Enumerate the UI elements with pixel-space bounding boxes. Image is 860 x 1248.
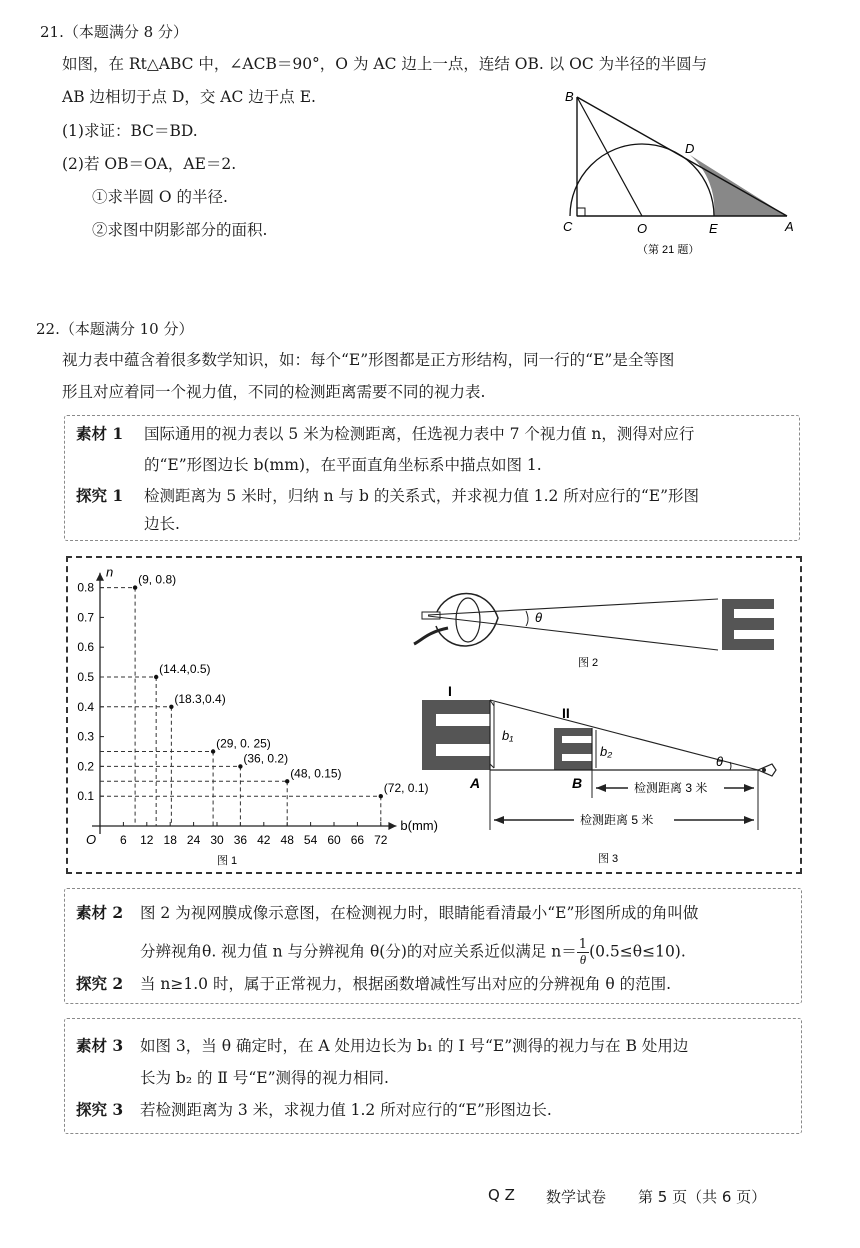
q21-stem-line1: 如图，在 Rt△ABC 中，∠ACB＝90°，O 为 AC 边上一点，连结 OB. 以 OC 为半径的半圆与 — [62, 55, 708, 73]
material-2-range: (0.5≤θ≤10). — [589, 942, 686, 961]
x-tick-label: 12 — [140, 833, 154, 847]
q22-header: 22.（本题满分 10 分） — [36, 320, 194, 338]
data-point — [211, 749, 215, 753]
x-axis-arrow — [388, 822, 396, 830]
y-axis-arrow — [96, 573, 104, 581]
q21-label-b: B — [565, 89, 574, 104]
explore-3-label: 探究 3 — [76, 1100, 124, 1119]
fig2-caption: 图 2 — [578, 657, 599, 669]
y-tick-label: 0.1 — [77, 789, 94, 804]
explore-1-line2: 边长. — [144, 515, 180, 533]
fig3-dist5: 检测距离 5 米 — [580, 813, 654, 827]
fig2-theta: θ — [535, 610, 543, 625]
footer-code: Q Z — [488, 1186, 515, 1204]
explore-3-line1: 若检测距离为 3 米，求视力值 1.2 所对应行的“E”形图边长. — [140, 1101, 552, 1119]
x-axis-label: b(mm) — [400, 818, 438, 833]
x-tick-label: 48 — [280, 833, 294, 847]
q21-shaded-region — [690, 155, 787, 216]
fig3-label-ii: II — [562, 705, 570, 721]
fig3-point-b: B — [572, 775, 583, 791]
data-point-label: (29, 0. 25) — [216, 736, 271, 751]
y-tick-label: 0.6 — [77, 640, 94, 655]
y-axis-label: n — [106, 564, 114, 580]
q21-right-angle-mark — [577, 208, 585, 216]
material-1-label: 素材 1 — [76, 424, 124, 443]
y-tick-label: 0.7 — [77, 610, 94, 625]
material-1-line2: 的“E”形图边长 b(mm)，在平面直角坐标系中描点如图 1. — [144, 456, 542, 474]
eye-icon — [758, 764, 776, 776]
x-tick-label: 24 — [186, 833, 201, 847]
explore-1-line1: 检测距离为 5 米时，归纳 n 与 b 的关系式，并求视力值 1.2 所对应行的“E”形图 — [144, 487, 699, 505]
y-tick-label: 0.4 — [77, 699, 94, 714]
data-point-label: (48, 0.15) — [290, 766, 342, 781]
material-2-line1: 图 2 为视网膜成像示意图，在检测视力时，眼睛能看清最小“E”形图所成的角叫做 — [140, 904, 699, 922]
x-tick-label: 42 — [257, 833, 271, 847]
q21-label-c: C — [563, 219, 573, 234]
fig3-point-a: A — [470, 775, 481, 791]
fig3-caption: 图 3 — [598, 853, 619, 865]
data-point — [133, 585, 137, 589]
fig3-label-i: I — [448, 683, 452, 699]
theta-arc — [526, 611, 528, 626]
material-1-line1: 国际通用的视力表以 5 米为检测距离，任选视力表中 7 个视力值 n，测得对应行 — [144, 425, 695, 443]
eye-outline — [436, 594, 498, 647]
q21-triangle-figure — [555, 85, 805, 265]
explore-1-label: 探究 1 — [76, 486, 124, 505]
figure-2-retina — [408, 578, 788, 670]
e-optotype-small — [554, 728, 592, 770]
footer-page: 第 5 页（共 6 页） — [638, 1188, 767, 1206]
fig3-b2: b₂ — [600, 744, 613, 759]
x-tick-label: 30 — [210, 833, 224, 847]
q21-stem-line2: AB 边相切于点 D，交 AC 边于点 E. — [62, 88, 316, 106]
retina-image — [422, 612, 440, 619]
fig3-theta: θ — [716, 754, 724, 769]
footer-subject: 数学试卷 — [546, 1188, 607, 1206]
x-tick-label: 36 — [233, 833, 248, 847]
data-point — [285, 779, 289, 783]
fig3-dist3: 检测距离 3 米 — [634, 781, 708, 795]
fraction-numerator: 1 — [578, 937, 588, 952]
q21-label-a: A — [785, 219, 794, 234]
q21-label-e: E — [709, 221, 718, 236]
data-point — [238, 764, 242, 768]
e-optotype-large — [422, 700, 490, 770]
q21-sub2: ②求图中阴影部分的面积. — [92, 221, 268, 239]
data-point-label: (18.3,0.4) — [174, 691, 226, 706]
explore-2-label: 探究 2 — [76, 974, 124, 993]
y-tick-label: 0.2 — [77, 759, 94, 774]
material-3-label: 素材 3 — [76, 1036, 124, 1055]
data-point-label: (14.4,0.5) — [159, 662, 211, 676]
x-tick-label: 6 — [120, 833, 127, 847]
data-point-label: (72, 0.1) — [383, 781, 429, 796]
x-tick-label: 72 — [374, 833, 388, 847]
q21-header: 21.（本题满分 8 分） — [40, 23, 188, 41]
y-tick-label: 0.8 — [77, 580, 94, 595]
explore-2-line1: 当 n≥1.0 时，属于正常视力，根据函数增减性写出对应的分辨视角 θ 的范围. — [140, 975, 672, 993]
data-point — [169, 705, 173, 709]
fig3-b1: b₁ — [502, 728, 514, 743]
material-3-line2: 长为 b₂ 的 Ⅱ 号“E”测得的视力相同. — [140, 1069, 389, 1087]
origin-label: O — [86, 832, 97, 847]
x-tick-label: 60 — [327, 833, 341, 847]
data-point — [379, 794, 383, 798]
q21-part1: (1)求证：BC＝BD. — [62, 122, 198, 140]
e-optotype-fig2 — [722, 599, 774, 650]
x-tick-label: 66 — [350, 833, 365, 847]
fraction-denominator: θ — [579, 952, 587, 967]
q21-sub1: ①求半圆 O 的半径. — [92, 188, 228, 206]
figure-3-distance — [408, 680, 798, 868]
figure-1-chart — [68, 558, 438, 868]
x-tick-label: 54 — [303, 833, 318, 847]
material-2-label: 素材 2 — [76, 903, 124, 922]
material-2-line2 — [140, 938, 686, 967]
data-point-label: (9, 0.8) — [138, 572, 177, 587]
x-tick-label: 18 — [163, 833, 177, 847]
material-2-line2-text: 分辨视角θ. 视力值 n 与分辨视角 θ(分)的对应关系近似满足 n＝ — [140, 942, 577, 961]
q22-intro-line1: 视力表中蕴含着很多数学知识，如：每个“E”形图都是正方形结构，同一行的“E”是全等图 — [62, 351, 675, 369]
q21-label-o: O — [637, 221, 648, 236]
y-tick-label: 0.3 — [77, 729, 94, 744]
figure-1-caption: 图 1 — [217, 855, 238, 867]
data-point — [154, 675, 158, 679]
q21-label-d: D — [685, 141, 695, 156]
material-3-line1: 如图 3，当 θ 确定时，在 A 处用边长为 b₁ 的 Ⅰ 号“E”测得的视力与在 B 处用边 — [140, 1037, 689, 1055]
data-point-label: (36, 0.2) — [243, 751, 289, 766]
q21-caption: （第 21 题） — [637, 244, 700, 256]
y-tick-label: 0.5 — [77, 670, 94, 684]
q22-intro-line2: 形且对应着同一个视力值，不同的检测距离需要不同的视力表. — [62, 383, 486, 401]
q21-part2: (2)若 OB＝OA，AE＝2. — [62, 155, 237, 173]
formula-fraction — [577, 938, 589, 967]
